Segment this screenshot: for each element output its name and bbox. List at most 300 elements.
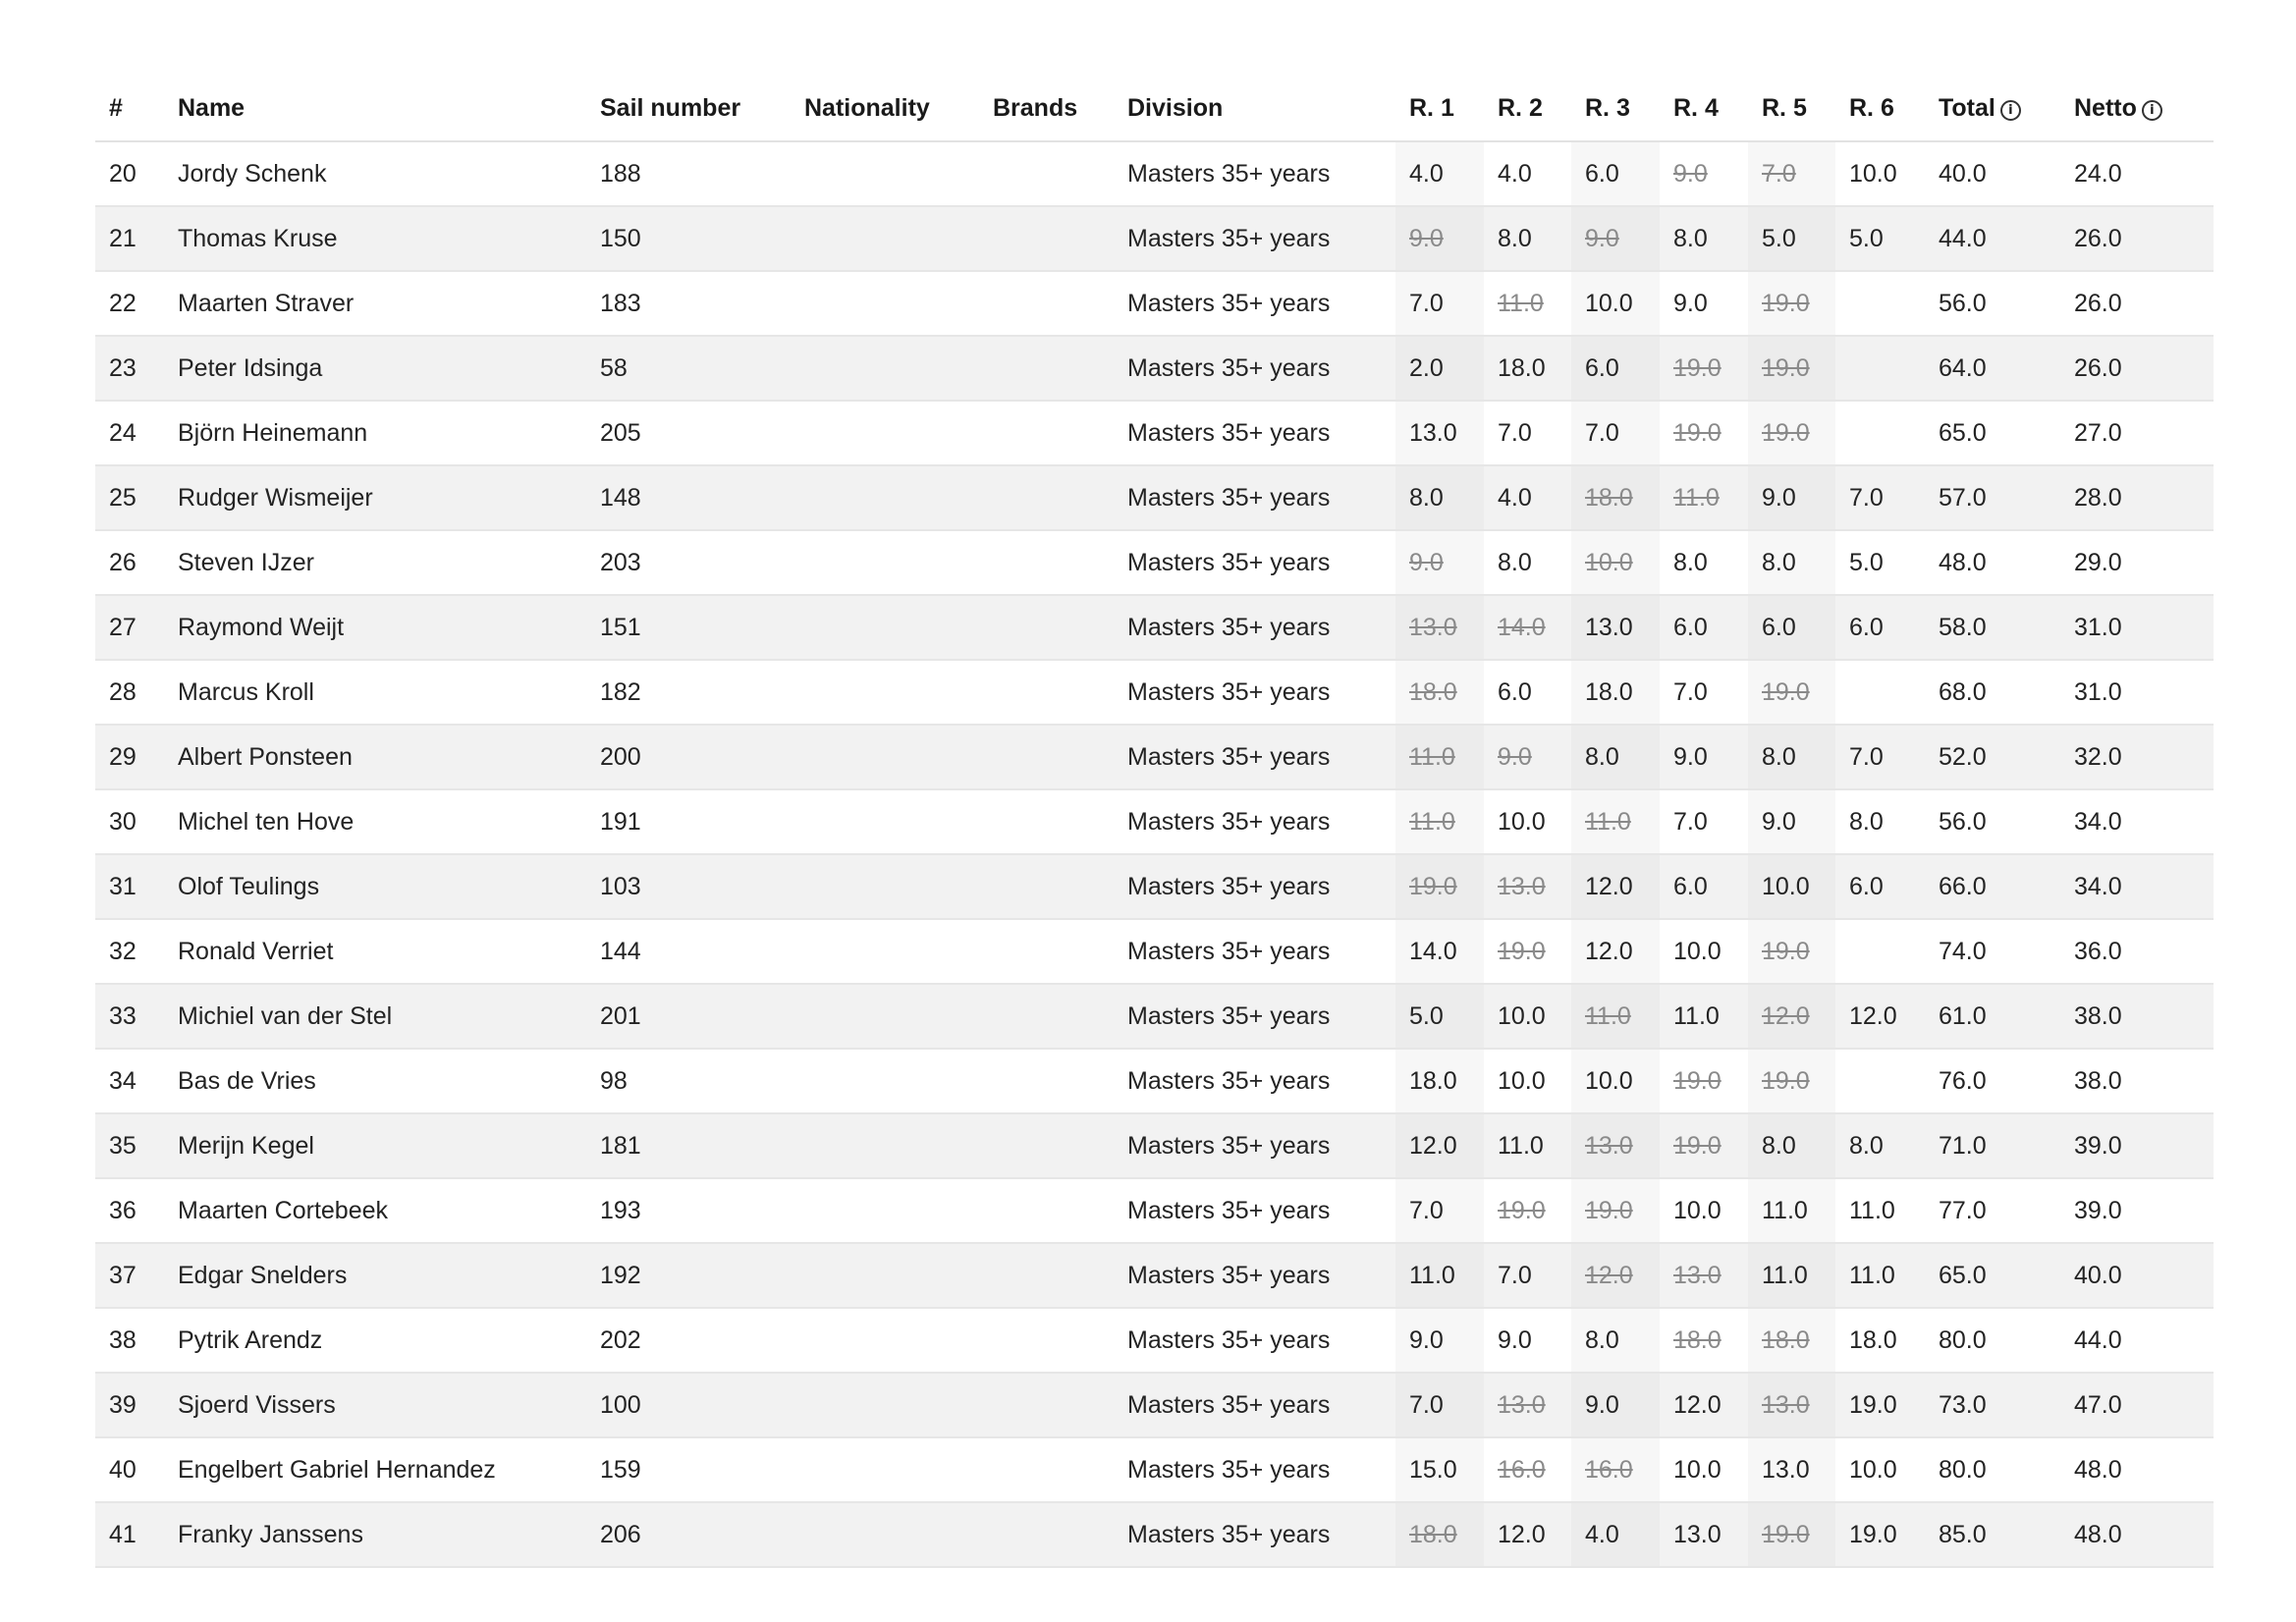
sail-number: 191: [586, 789, 791, 854]
netto-score: 44.0: [2060, 1308, 2214, 1373]
total-score: 52.0: [1925, 725, 2060, 789]
nationality-cell: [791, 1308, 979, 1373]
total-score: 48.0: [1925, 530, 2060, 595]
rank-cell: 27: [95, 595, 164, 660]
race-3-score: [1571, 854, 1660, 919]
race-1-score: [1395, 1373, 1484, 1437]
race-2-score: [1484, 919, 1571, 984]
discarded-score: 9.0: [1409, 548, 1444, 576]
column-header-race-4[interactable]: R. 4: [1660, 77, 1748, 141]
discarded-score: 18.0: [1762, 1325, 1810, 1354]
race-score: 6.0: [1849, 872, 1884, 900]
competitor-name: Maarten Straver: [164, 271, 586, 336]
race-1-score: [1395, 271, 1484, 336]
netto-score: 34.0: [2060, 854, 2214, 919]
race-score: 9.0: [1498, 1325, 1532, 1354]
competitor-name: Michiel van der Stel: [164, 984, 586, 1049]
discarded-score: 12.0: [1585, 1261, 1633, 1289]
division-cell: Masters 35+ years: [1114, 1178, 1395, 1243]
discarded-score: 19.0: [1762, 353, 1810, 382]
race-4-score: [1660, 401, 1748, 465]
netto-score: 38.0: [2060, 1049, 2214, 1113]
race-score: 9.0: [1673, 742, 1708, 771]
race-score: 11.0: [1762, 1196, 1808, 1224]
total-score: 65.0: [1925, 1243, 2060, 1308]
race-score: 9.0: [1762, 483, 1796, 512]
column-header-sail-number[interactable]: Sail number: [586, 77, 791, 141]
competitor-name: Marcus Kroll: [164, 660, 586, 725]
race-score: 6.0: [1498, 677, 1532, 706]
discarded-score: 19.0: [1762, 937, 1810, 965]
nationality-cell: [791, 1113, 979, 1178]
netto-score: 48.0: [2060, 1502, 2214, 1567]
column-header-race-5[interactable]: R. 5: [1748, 77, 1835, 141]
column-header-race-1[interactable]: R. 1: [1395, 77, 1484, 141]
rank-cell: 34: [95, 1049, 164, 1113]
division-cell: Masters 35+ years: [1114, 854, 1395, 919]
race-score: 10.0: [1849, 159, 1897, 188]
nationality-cell: [791, 1373, 979, 1437]
table-row[interactable]: [95, 854, 2214, 919]
discarded-score: 13.0: [1409, 613, 1457, 641]
division-cell: Masters 35+ years: [1114, 465, 1395, 530]
nationality-cell: [791, 919, 979, 984]
race-score: 8.0: [1762, 1131, 1796, 1160]
race-score: 11.0: [1849, 1261, 1895, 1289]
race-6-score: [1835, 660, 1925, 725]
table-row[interactable]: [95, 789, 2214, 854]
header-row: [95, 77, 2214, 141]
race-2-score: [1484, 206, 1571, 271]
race-5-score: [1748, 141, 1835, 206]
nationality-cell: [791, 725, 979, 789]
race-score: 12.0: [1585, 937, 1633, 965]
race-score: 7.0: [1409, 1390, 1444, 1419]
info-circle-icon[interactable]: i: [2142, 100, 2162, 121]
race-score: 10.0: [1673, 937, 1722, 965]
rank-cell: 31: [95, 854, 164, 919]
race-2-score: [1484, 1373, 1571, 1437]
race-score: 7.0: [1849, 742, 1884, 771]
discarded-score: 11.0: [1409, 807, 1455, 836]
discarded-score: 16.0: [1498, 1455, 1546, 1484]
race-score: 12.0: [1585, 872, 1633, 900]
table-row[interactable]: [95, 1373, 2214, 1437]
sail-number: 193: [586, 1178, 791, 1243]
race-1-score: [1395, 984, 1484, 1049]
race-6-score: [1835, 206, 1925, 271]
division-cell: Masters 35+ years: [1114, 1437, 1395, 1502]
race-score: 9.0: [1409, 1325, 1444, 1354]
race-4-score: [1660, 1049, 1748, 1113]
division-cell: Masters 35+ years: [1114, 401, 1395, 465]
race-score: 13.0: [1409, 418, 1457, 447]
race-1-score: [1395, 530, 1484, 595]
brands-cell: [979, 530, 1114, 595]
total-score: 40.0: [1925, 141, 2060, 206]
race-3-score: [1571, 725, 1660, 789]
race-6-score: [1835, 1502, 1925, 1567]
netto-score: 29.0: [2060, 530, 2214, 595]
nationality-cell: [791, 271, 979, 336]
race-1-score: [1395, 1178, 1484, 1243]
total-score: 57.0: [1925, 465, 2060, 530]
race-score: 6.0: [1673, 872, 1708, 900]
race-score: 12.0: [1673, 1390, 1722, 1419]
race-3-score: [1571, 1502, 1660, 1567]
table-row[interactable]: [95, 336, 2214, 401]
race-6-score: [1835, 1243, 1925, 1308]
race-score: 12.0: [1498, 1520, 1546, 1548]
race-3-score: [1571, 206, 1660, 271]
table-row[interactable]: [95, 1502, 2214, 1567]
race-4-score: [1660, 789, 1748, 854]
sail-number: 103: [586, 854, 791, 919]
brands-cell: [979, 660, 1114, 725]
discarded-score: 11.0: [1498, 289, 1544, 317]
race-2-score: [1484, 789, 1571, 854]
division-cell: Masters 35+ years: [1114, 595, 1395, 660]
race-6-score: [1835, 789, 1925, 854]
race-5-score: [1748, 271, 1835, 336]
discarded-score: 11.0: [1673, 483, 1720, 512]
nationality-cell: [791, 206, 979, 271]
race-6-score: [1835, 271, 1925, 336]
division-cell: Masters 35+ years: [1114, 984, 1395, 1049]
race-6-score: [1835, 919, 1925, 984]
race-score: 4.0: [1409, 159, 1444, 188]
race-2-score: [1484, 660, 1571, 725]
race-score: 4.0: [1498, 159, 1532, 188]
sail-number: 205: [586, 401, 791, 465]
race-score: 8.0: [1585, 742, 1619, 771]
race-5-score: [1748, 1502, 1835, 1567]
sail-number: 203: [586, 530, 791, 595]
column-header-race-3[interactable]: R. 3: [1571, 77, 1660, 141]
sail-number: 188: [586, 141, 791, 206]
race-score: 6.0: [1673, 613, 1708, 641]
race-3-score: [1571, 1437, 1660, 1502]
discarded-score: 19.0: [1762, 1066, 1810, 1095]
race-1-score: [1395, 1113, 1484, 1178]
nationality-cell: [791, 401, 979, 465]
rank-cell: 26: [95, 530, 164, 595]
brands-cell: [979, 854, 1114, 919]
table-row[interactable]: [95, 1113, 2214, 1178]
sail-number: 192: [586, 1243, 791, 1308]
brands-cell: [979, 271, 1114, 336]
race-1-score: [1395, 725, 1484, 789]
total-score: 73.0: [1925, 1373, 2060, 1437]
brands-cell: [979, 1113, 1114, 1178]
table-row[interactable]: [95, 530, 2214, 595]
rank-cell: 35: [95, 1113, 164, 1178]
race-score: 11.0: [1849, 1196, 1895, 1224]
race-score: 5.0: [1849, 548, 1884, 576]
table-row[interactable]: [95, 984, 2214, 1049]
brands-cell: [979, 465, 1114, 530]
competitor-name: Pytrik Arendz: [164, 1308, 586, 1373]
discarded-score: 19.0: [1498, 937, 1546, 965]
brands-cell: [979, 595, 1114, 660]
total-score: 76.0: [1925, 1049, 2060, 1113]
rank-cell: 40: [95, 1437, 164, 1502]
column-header-race-6[interactable]: R. 6: [1835, 77, 1925, 141]
competitor-name: Sjoerd Vissers: [164, 1373, 586, 1437]
brands-cell: [979, 206, 1114, 271]
race-6-score: [1835, 984, 1925, 1049]
race-1-score: [1395, 1437, 1484, 1502]
race-1-score: [1395, 336, 1484, 401]
discarded-score: 19.0: [1673, 418, 1722, 447]
race-5-score: [1748, 919, 1835, 984]
race-4-score: [1660, 271, 1748, 336]
race-5-score: [1748, 1113, 1835, 1178]
table-row[interactable]: [95, 1243, 2214, 1308]
competitor-name: Bas de Vries: [164, 1049, 586, 1113]
race-2-score: [1484, 1113, 1571, 1178]
race-6-score: [1835, 1308, 1925, 1373]
competitor-name: Jordy Schenk: [164, 141, 586, 206]
race-3-score: [1571, 1113, 1660, 1178]
table-row[interactable]: [95, 206, 2214, 271]
division-cell: Masters 35+ years: [1114, 1502, 1395, 1567]
race-3-score: [1571, 1243, 1660, 1308]
race-score: 7.0: [1498, 1261, 1532, 1289]
race-4-score: [1660, 854, 1748, 919]
race-score: 5.0: [1849, 224, 1884, 252]
race-1-score: [1395, 660, 1484, 725]
competitor-name: Engelbert Gabriel Hernandez: [164, 1437, 586, 1502]
table-row[interactable]: [95, 401, 2214, 465]
brands-cell: [979, 789, 1114, 854]
race-1-score: [1395, 1243, 1484, 1308]
column-header-division[interactable]: Division: [1114, 77, 1395, 141]
race-6-score: [1835, 1373, 1925, 1437]
race-score: 7.0: [1585, 418, 1619, 447]
race-1-score: [1395, 1049, 1484, 1113]
race-2-score: [1484, 141, 1571, 206]
race-score: 7.0: [1409, 1196, 1444, 1224]
race-score: 12.0: [1849, 1001, 1897, 1030]
table-row[interactable]: [95, 1308, 2214, 1373]
division-cell: Masters 35+ years: [1114, 1308, 1395, 1373]
division-cell: Masters 35+ years: [1114, 1243, 1395, 1308]
competitor-name: Franky Janssens: [164, 1502, 586, 1567]
race-2-score: [1484, 1502, 1571, 1567]
table-row[interactable]: [95, 1437, 2214, 1502]
competitor-name: Michel ten Hove: [164, 789, 586, 854]
brands-cell: [979, 1049, 1114, 1113]
race-3-score: [1571, 465, 1660, 530]
race-6-score: [1835, 1437, 1925, 1502]
table-row[interactable]: [95, 660, 2214, 725]
division-cell: Masters 35+ years: [1114, 206, 1395, 271]
nationality-cell: [791, 1502, 979, 1567]
race-score: 7.0: [1673, 677, 1708, 706]
race-score: 10.0: [1673, 1196, 1722, 1224]
total-score: 74.0: [1925, 919, 2060, 984]
nationality-cell: [791, 660, 979, 725]
rank-cell: 39: [95, 1373, 164, 1437]
division-cell: Masters 35+ years: [1114, 141, 1395, 206]
race-score: 10.0: [1585, 289, 1633, 317]
rank-cell: 29: [95, 725, 164, 789]
netto-score: 27.0: [2060, 401, 2214, 465]
race-1-score: [1395, 1308, 1484, 1373]
race-3-score: [1571, 1178, 1660, 1243]
race-5-score: [1748, 1178, 1835, 1243]
race-score: 11.0: [1498, 1131, 1544, 1160]
race-2-score: [1484, 1049, 1571, 1113]
table-row[interactable]: [95, 1049, 2214, 1113]
results-table: [95, 77, 2214, 1568]
discarded-score: 16.0: [1585, 1455, 1633, 1484]
race-5-score: [1748, 336, 1835, 401]
netto-score: 32.0: [2060, 725, 2214, 789]
discarded-score: 19.0: [1585, 1196, 1633, 1224]
race-5-score: [1748, 401, 1835, 465]
race-score: 9.0: [1585, 1390, 1619, 1419]
nationality-cell: [791, 336, 979, 401]
race-score: 6.0: [1849, 613, 1884, 641]
netto-score: 26.0: [2060, 206, 2214, 271]
rank-cell: 20: [95, 141, 164, 206]
race-4-score: [1660, 1308, 1748, 1373]
discarded-score: 18.0: [1409, 677, 1457, 706]
column-header-nationality[interactable]: Nationality: [791, 77, 979, 141]
rank-cell: 30: [95, 789, 164, 854]
column-header-netto[interactable]: [2060, 77, 2214, 141]
race-score: 8.0: [1849, 1131, 1884, 1160]
competitor-name: Ronald Verriet: [164, 919, 586, 984]
column-header-name[interactable]: Name: [164, 77, 586, 141]
race-4-score: [1660, 1502, 1748, 1567]
race-5-score: [1748, 1049, 1835, 1113]
discarded-score: 12.0: [1762, 1001, 1810, 1030]
column-header-rank[interactable]: #: [95, 77, 164, 141]
sail-number: 144: [586, 919, 791, 984]
total-score: 66.0: [1925, 854, 2060, 919]
nationality-cell: [791, 1243, 979, 1308]
rank-cell: 36: [95, 1178, 164, 1243]
race-2-score: [1484, 530, 1571, 595]
competitor-name: Merijn Kegel: [164, 1113, 586, 1178]
table-row[interactable]: [95, 595, 2214, 660]
race-5-score: [1748, 595, 1835, 660]
race-2-score: [1484, 1178, 1571, 1243]
race-score: 19.0: [1849, 1390, 1897, 1419]
discarded-score: 9.0: [1409, 224, 1444, 252]
total-score: 64.0: [1925, 336, 2060, 401]
race-2-score: [1484, 465, 1571, 530]
division-cell: Masters 35+ years: [1114, 336, 1395, 401]
race-1-score: [1395, 854, 1484, 919]
race-5-score: [1748, 530, 1835, 595]
column-header-race-2[interactable]: R. 2: [1484, 77, 1571, 141]
race-3-score: [1571, 401, 1660, 465]
table-row[interactable]: [95, 919, 2214, 984]
race-5-score: [1748, 789, 1835, 854]
discarded-score: 19.0: [1762, 1520, 1810, 1548]
race-4-score: [1660, 530, 1748, 595]
table-row[interactable]: [95, 271, 2214, 336]
sail-number: 100: [586, 1373, 791, 1437]
race-2-score: [1484, 401, 1571, 465]
race-3-score: [1571, 1049, 1660, 1113]
brands-cell: [979, 1243, 1114, 1308]
netto-score: 40.0: [2060, 1243, 2214, 1308]
netto-score: 31.0: [2060, 660, 2214, 725]
results-table-container: [95, 77, 2214, 1568]
competitor-name: Raymond Weijt: [164, 595, 586, 660]
brands-cell: [979, 336, 1114, 401]
race-4-score: [1660, 595, 1748, 660]
discarded-score: 19.0: [1673, 1066, 1722, 1095]
discarded-score: 7.0: [1762, 159, 1796, 188]
discarded-score: 19.0: [1762, 289, 1810, 317]
race-score: 13.0: [1585, 613, 1633, 641]
race-3-score: [1571, 141, 1660, 206]
race-4-score: [1660, 206, 1748, 271]
race-2-score: [1484, 271, 1571, 336]
race-score: 5.0: [1409, 1001, 1444, 1030]
race-score: 11.0: [1673, 1001, 1720, 1030]
race-6-score: [1835, 141, 1925, 206]
race-3-score: [1571, 984, 1660, 1049]
rank-cell: 32: [95, 919, 164, 984]
race-2-score: [1484, 725, 1571, 789]
netto-score: 24.0: [2060, 141, 2214, 206]
division-cell: Masters 35+ years: [1114, 530, 1395, 595]
column-header-brands[interactable]: Brands: [979, 77, 1114, 141]
race-4-score: [1660, 725, 1748, 789]
sail-number: 200: [586, 725, 791, 789]
sail-number: 98: [586, 1049, 791, 1113]
rank-cell: 38: [95, 1308, 164, 1373]
division-cell: Masters 35+ years: [1114, 919, 1395, 984]
division-cell: Masters 35+ years: [1114, 725, 1395, 789]
info-circle-icon[interactable]: i: [2000, 100, 2021, 121]
race-score: 19.0: [1849, 1520, 1897, 1548]
competitor-name: Steven IJzer: [164, 530, 586, 595]
column-header-total[interactable]: [1925, 77, 2060, 141]
sail-number: 202: [586, 1308, 791, 1373]
discarded-score: 18.0: [1673, 1325, 1722, 1354]
brands-cell: [979, 141, 1114, 206]
column-header-total-label: Total: [1939, 94, 1995, 122]
sail-number: 201: [586, 984, 791, 1049]
sail-number: 150: [586, 206, 791, 271]
race-score: 13.0: [1762, 1455, 1810, 1484]
total-score: 77.0: [1925, 1178, 2060, 1243]
race-4-score: [1660, 1243, 1748, 1308]
race-score: 9.0: [1673, 289, 1708, 317]
race-5-score: [1748, 660, 1835, 725]
competitor-name: Peter Idsinga: [164, 336, 586, 401]
race-1-score: [1395, 595, 1484, 660]
table-row[interactable]: [95, 141, 2214, 206]
race-2-score: [1484, 854, 1571, 919]
table-row[interactable]: [95, 465, 2214, 530]
netto-score: 34.0: [2060, 789, 2214, 854]
competitor-name: Maarten Cortebeek: [164, 1178, 586, 1243]
table-row[interactable]: [95, 1178, 2214, 1243]
table-row[interactable]: [95, 725, 2214, 789]
race-score: 8.0: [1849, 807, 1884, 836]
race-1-score: [1395, 919, 1484, 984]
rank-cell: 23: [95, 336, 164, 401]
